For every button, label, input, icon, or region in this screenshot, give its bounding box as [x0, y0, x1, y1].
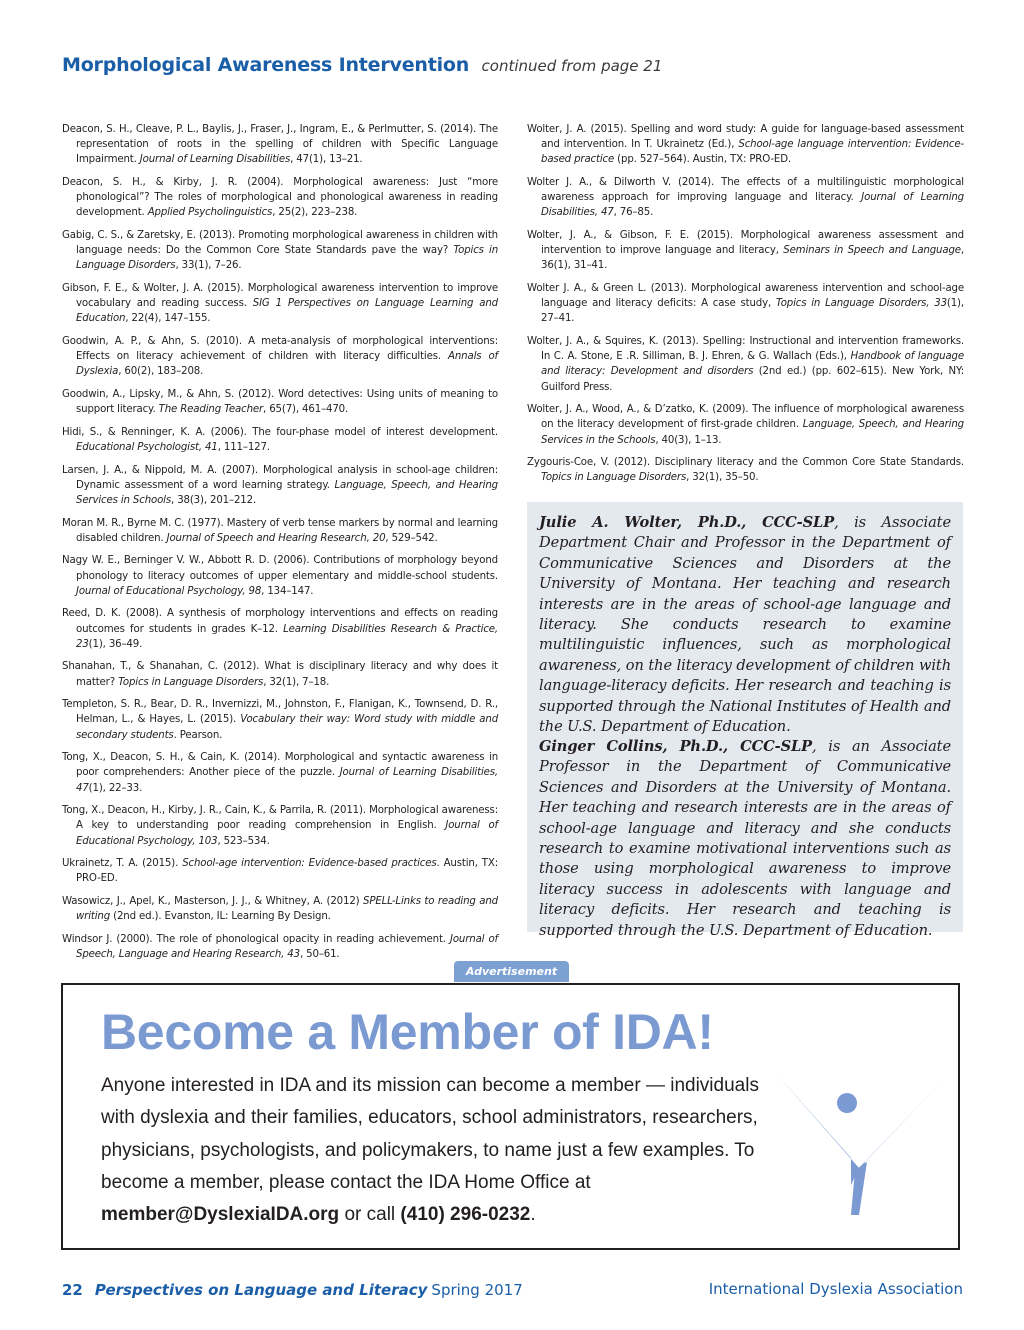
article-title: Morphological Awareness Intervention: [62, 54, 470, 76]
reference-source: Journal of Learning Disabilities, 47: [541, 192, 964, 219]
reference-authors-title: Windsor J. (2000). The role of phonological opacity in reading achievement.: [62, 933, 450, 945]
reference-details: , 529–542.: [385, 532, 438, 544]
reference-entry: [527, 334, 964, 395]
reference-source: School-age intervention: Evidence-based practices: [182, 858, 437, 870]
reference-details: (2nd ed.) (pp. 602–615). New York, NY: Guilford Press.: [541, 366, 964, 393]
reference-entry: [62, 387, 498, 417]
reference-authors-title: Wolter J. A., & Dilworth V. (2014). The effects of a multilinguistic morphological awareness approach for improving language and literacy.: [527, 177, 964, 204]
reference-source: School-age language intervention: Evidence-based practice: [541, 139, 964, 166]
page-footer: [62, 1280, 963, 1302]
reference-entry: [527, 175, 964, 221]
reference-authors-title: Hidi, S., & Renninger, K. A. (2006). The four-phase model of interest development.: [62, 426, 498, 438]
reference-details: (1), 27–41.: [541, 298, 964, 325]
reference-authors-title: Ukrainetz, T. A. (2015).: [62, 858, 183, 870]
bio-wolter-text: , is Associate Department Chair and Professor in the Department of Communicative Sciences and Disorders at the University of Montana. Her teaching and research interests are in the areas of school-age language and literacy. She conducts research to examine multilinguistic influences, such as morphological awareness, on the literacy development of children with language-literacy deficits. Her research and teaching is supported through the National Institutes of Health and the U.S. Department of Education.: [539, 514, 951, 736]
reference-entry: [62, 516, 498, 546]
reference-details: , 76–85.: [613, 207, 654, 219]
ad-body-end: .: [530, 1204, 536, 1226]
reference-details: , 134–147.: [261, 585, 314, 597]
logo-left-arm: [773, 1070, 859, 1185]
reference-source: Language, Speech, and Hearing Services in the Schools: [541, 419, 964, 446]
reference-details: , 111–127.: [217, 442, 270, 453]
reference-entry: [62, 425, 498, 455]
reference-details: , 47(1), 13–21.: [290, 154, 363, 166]
logo-right-arm: [851, 1075, 948, 1215]
reference-entry: [62, 463, 498, 509]
reference-authors-title: Deacon, S. H., & Kirby, J. R. (2004). Morphological awareness: Just “more phonological”? The roles of morphological and phonological awareness in reading development.: [62, 177, 498, 219]
reference-source: Topics in Language Disorders: [541, 472, 687, 484]
reference-details: , 25(2), 223–238.: [272, 207, 358, 219]
reference-authors-title: Wolter J. A., & Green L. (2013). Morphological awareness intervention and school-age language and literacy deficits: A case study,: [527, 283, 964, 310]
reference-source: Journal of Learning Disabilities, 47: [76, 767, 498, 794]
reference-source: Applied Psycholinguistics: [147, 207, 273, 219]
reference-authors-title: Templeton, S. R., Bear, D. R., Invernizzi, M., Johnston, F., Flanigan, K., Townsend, D. R., Helman, L., & Hayes, L. (2015).: [62, 699, 498, 726]
reference-details: , 33(1), 7–26.: [175, 260, 242, 272]
reference-authors-title: Zygouris-Coe, V. (2012). Disciplinary literacy and the Common Core State Standards.: [527, 457, 964, 469]
ida-figure-logo-icon: [773, 1070, 948, 1215]
reference-source: Language, Speech, and Hearing Services in Schools: [76, 479, 498, 506]
reference-details: , 50–61.: [299, 948, 340, 960]
reference-entry: [527, 122, 964, 168]
bio-wolter-name: Julie A. Wolter, Ph.D., CCC-SLP: [539, 514, 835, 531]
reference-authors-title: Deacon, S. H., Cleave, P. L., Baylis, J., Fraser, J., Ingram, E., & Perlmutter, S. (2014). The representation of roots in the spelling of children with Specific Language Impairment.: [62, 124, 498, 166]
reference-details: . Austin, TX: PRO-ED.: [76, 858, 498, 885]
reference-authors-title: Wolter, J. A., Wood, A., & D’zatko, K. (2009). The influence of morphological awareness on the literacy development of first-grade children.: [527, 404, 964, 431]
reference-authors-title: Goodwin, A. P., & Ahn, S. (2010). A meta-analysis of morphological interventions: Effects on literacy achievement of children with literacy difficulties.: [62, 336, 498, 363]
references-right-column: [527, 122, 964, 493]
reference-details: , 32(1), 7–18.: [263, 676, 330, 688]
reference-authors-title: Wolter, J. A. (2015). Spelling and word study: A guide for language-based assessment and intervention. In T. Ukrainetz (Ed.),: [527, 124, 964, 151]
reference-source: Journal of Learning Disabilities: [139, 154, 291, 166]
author-bios-box: [527, 502, 963, 939]
reference-source: SIG 1 Perspectives on Language Learning and Education: [76, 298, 498, 325]
reference-source: SPELL-Links to reading and writing: [76, 895, 498, 923]
issue-season: Spring 2017: [431, 1281, 523, 1299]
ad-title: Become a Member of IDA!: [101, 1004, 714, 1060]
reference-details: , 32(1), 35–50.: [686, 472, 759, 484]
reference-authors-title: Gabig, C. S., & Zaretsky, E. (2013). Promoting morphological awareness in children with language needs: Do the Common Core State Standards pave the way?: [62, 230, 498, 257]
reference-authors-title: Moran M. R., Byrne M. C. (1977). Mastery of verb tense markers by normal and learning disabled children.: [62, 517, 498, 544]
reference-authors-title: Gibson, F. E., & Wolter, J. A. (2015). Morphological awareness intervention to improve vocabulary and reading success.: [62, 283, 498, 310]
reference-authors-title: Goodwin, A., Lipsky, M., & Ahn, S. (2012). Word detectives: Using units of meaning to support literacy.: [62, 389, 498, 416]
reference-entry: [62, 175, 498, 221]
reference-entry: [62, 697, 498, 743]
reference-details: , 65(7), 461–470.: [263, 404, 349, 416]
reference-authors-title: Larsen, J. A., & Nippold, M. A. (2007). Morphological analysis in school-age children: Dynamic assessment of a word learning strategy.: [62, 464, 498, 491]
reference-entry: [62, 334, 498, 380]
reference-details: (1), 22–33.: [88, 782, 143, 794]
reference-authors-title: Wolter, J. A., & Gibson, F. E. (2015). Morphological awareness assessment and intervention to improve language and literacy,: [527, 230, 964, 257]
reference-entry: [62, 553, 498, 599]
reference-entry: [62, 932, 498, 962]
reference-details: . Pearson.: [173, 729, 223, 741]
reference-entry: [62, 606, 498, 652]
reference-details: , 60(2), 183–208.: [118, 366, 204, 378]
reference-source: Learning Disabilities Research & Practice, 23: [76, 623, 498, 650]
reference-source: Journal of Speech, Language and Hearing Research, 43: [76, 933, 498, 960]
reference-entry: [62, 803, 498, 849]
reference-entry: [527, 228, 964, 274]
reference-entry: [62, 228, 498, 274]
reference-source: Handbook of language and literacy: Development and disorders: [541, 351, 964, 378]
reference-entry: [62, 750, 498, 796]
ad-body-mid: or call: [339, 1204, 401, 1226]
reference-entry: [62, 281, 498, 327]
reference-source: Annals of Dyslexia: [76, 351, 498, 378]
reference-source: Topics in Language Disorders, 33: [775, 298, 947, 310]
bio-collins-text: , is an Associate Professor in the Department of Communicative Sciences and Disorders at the University of Montana. Her teaching and research interests are in the areas of school-age language and literacy and she conducts research to examine motivational interventions such as those using morphological awareness to improve literacy success in adolescents with language and literacy deficits. Her research and teaching is supported through the U.S. Department of Education.: [539, 738, 951, 939]
reference-details: , 40(3), 1–13.: [655, 434, 722, 446]
reference-source: Journal of Speech and Hearing Research, 20: [166, 532, 386, 544]
reference-source: Topics in Language Disorders: [118, 676, 264, 688]
ad-body: [101, 1070, 781, 1231]
reference-authors-title: Reed, D. K. (2008). A synthesis of morphology interventions and effects on reading outcomes for students in grades K–12.: [62, 608, 498, 635]
reference-source: Journal of Educational Psychology, 98: [76, 585, 262, 597]
advertisement-tab: Advertisement: [454, 961, 569, 982]
ad-body-text: Anyone interested in IDA and its mission can become a member — individuals with dyslexia and their families, educators, school administrators, researchers, physicians, psychologists, and policymakers, to name just a few examples. To become a member, please contact the IDA Home Office at: [101, 1075, 759, 1193]
reference-authors-title: Wasowicz, J., Apel, K., Masterson, J. J., & Whitney, A. (2012): [62, 895, 364, 907]
bio-wolter: [539, 513, 951, 737]
bio-collins-name: Ginger Collins, Ph.D., CCC-SLP: [539, 738, 813, 755]
reference-source: Seminars in Speech and Language: [783, 245, 961, 257]
reference-details: (2nd ed.). Evanston, IL: Learning By Design.: [110, 911, 331, 923]
reference-details: (pp. 527–564). Austin, TX: PRO-ED.: [614, 154, 791, 166]
ad-email-link[interactable]: member@DyslexiaIDA.org: [101, 1204, 340, 1226]
reference-details: , 523–534.: [217, 835, 270, 847]
page-header: [62, 54, 662, 76]
reference-authors-title: Nagy W. E., Berninger V. W., Abbott R. D. (2006). Contributions of morphology beyond phonology to literacy outcomes of upper elementary and middle-school students.: [62, 555, 498, 582]
publication-name: Perspectives on Language and Literacy: [94, 1281, 428, 1299]
reference-authors-title: Shanahan, T., & Shanahan, C. (2012). What is disciplinary literacy and why does it matter?: [62, 661, 498, 688]
reference-source: Journal of Educational Psychology, 103: [76, 820, 498, 847]
reference-details: , 36(1), 31–41.: [541, 245, 964, 272]
reference-details: , 22(4), 147–155.: [125, 313, 211, 325]
reference-entry: [527, 281, 964, 327]
reference-source: Vocabulary their way: Word study with middle and secondary students: [76, 714, 499, 741]
logo-head: [837, 1093, 857, 1113]
membership-advertisement: [61, 983, 960, 1250]
reference-authors-title: Wolter, J. A., & Squires, K. (2013). Spelling: Instructional and intervention frameworks. In C. A. Stone, E .R. Silliman, B. J. Ehren, & G. Wallach (Eds.),: [527, 336, 964, 363]
reference-entry: [527, 402, 964, 448]
organization-name: International Dyslexia Association: [708, 1280, 963, 1298]
reference-source: Educational Psychologist, 41: [76, 442, 218, 453]
reference-entry: [62, 856, 498, 886]
reference-source: Topics in Language Disorders: [76, 245, 498, 272]
references-left-column: [62, 122, 498, 970]
reference-authors-title: Tong, X., Deacon, H., Kirby, J. R., Cain, K., & Parrila, R. (2011). Morphological awareness: A key to understanding poor reading comprehension in English.: [62, 805, 498, 832]
reference-entry: [527, 455, 964, 485]
ad-phone: (410) 296-0232: [400, 1204, 531, 1226]
reference-details: , 38(3), 201–212.: [171, 495, 257, 506]
reference-authors-title: Tong, X., Deacon, S. H., & Cain, K. (2014). Morphological and syntactic awareness in poor comprehenders: Another piece of the puzzle.: [62, 752, 498, 779]
bio-collins: [539, 737, 951, 941]
continued-note: continued from page 21: [481, 57, 663, 75]
reference-details: (1), 36–49.: [88, 638, 143, 650]
reference-entry: [62, 122, 498, 168]
reference-source: The Reading Teacher: [158, 404, 264, 416]
page-number: 22: [62, 1281, 83, 1299]
reference-entry: [62, 894, 498, 924]
reference-entry: [62, 659, 498, 689]
